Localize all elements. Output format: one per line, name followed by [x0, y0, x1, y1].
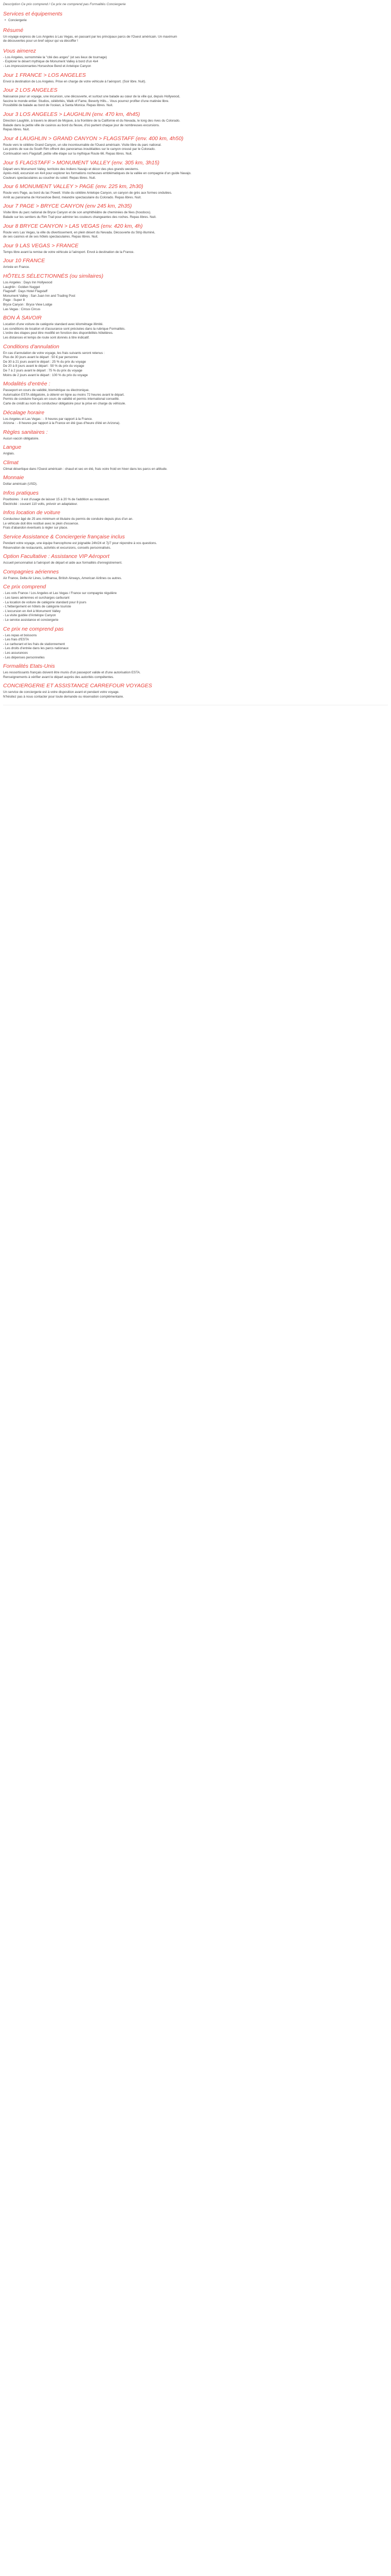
day-text [3, 265, 388, 270]
info-block-assistance [3, 534, 388, 550]
info-block-regles [3, 429, 388, 442]
info-block-title: Infos location de voiture [3, 510, 60, 516]
text-line: - Les taxes aériennes et surcharges carburant [3, 596, 70, 600]
text-line: De 20 à 8 jours avant le départ : 50 % du prix du voyage [3, 364, 85, 368]
text-line: Renseignements à vérifier avant le départ auprès des autorités compétentes. [3, 675, 114, 679]
text-line: Direction Laughlin, à travers le désert de Mojave, à la frontière de la Californie et du Nevada, le long des rives du Colorado. [3, 118, 181, 123]
text-line: Pendant votre voyage, une équipe francophone est joignable 24h/24 et 7j/7 pour répondre à vos questions. [3, 541, 157, 546]
section-vous-aimerez [3, 48, 388, 69]
text-line: - Le carburant et les frais de stationnement [3, 642, 65, 646]
text-line: Climat désertique dans l'Ouest américain : chaud et sec en été, frais voire froid en hiver dans les parcs en altitude. [3, 467, 168, 471]
section-services [3, 11, 388, 23]
day-text [3, 250, 388, 255]
hotel-line: Page : Super 8 [3, 298, 25, 302]
text-line: Un service de conciergerie est à votre disposition avant et pendant votre voyage. [3, 690, 120, 694]
text-line: En cas d'annulation de votre voyage, les frais suivants seront retenus : [3, 351, 105, 355]
text-line: Les conditions de location et d'assurance sont précisées dans la rubrique Formalités. [3, 327, 126, 331]
info-block-text [3, 351, 388, 378]
info-block-text [3, 561, 388, 566]
info-block-title: Décalage horaire [3, 409, 44, 416]
info-block-title: Climat [3, 459, 19, 466]
hotel-line: Flagstaff : Days Hotel Flagstaff [3, 290, 47, 294]
day-title: Jour 10 FRANCE [3, 258, 45, 264]
text-line: - L'excursion en 4x4 à Monument Valley [3, 609, 61, 613]
info-block-climat [3, 460, 388, 472]
text-line: N'hésitez pas à nous contacter pour toute demande ou réservation complémentaire. [3, 694, 124, 699]
info-block-text [3, 482, 388, 487]
info-block-title: Formalités Etats-Unis [3, 663, 55, 670]
info-block-compagnies [3, 569, 388, 581]
info-block-title: Langue [3, 444, 22, 451]
day-text [3, 119, 388, 132]
text-line: Départ vers Monument Valley, territoire des Indiens Navajo et décor des plus grands westerns. [3, 167, 139, 171]
info-block-text [3, 577, 388, 581]
text-line: - Les assurances [3, 651, 28, 655]
info-block-title: Conditions d'annulation [3, 343, 59, 350]
info-block-text [3, 467, 388, 472]
info-block-title: Service Assistance & Conciergerie française inclus [3, 534, 125, 540]
text-line: Passeport en cours de validité, biométrique ou électronique. [3, 388, 90, 393]
hotel-line: Monument Valley : San Juan Inn and Trading Post [3, 294, 75, 298]
day-block [3, 72, 388, 84]
text-line: Dollar américain (USD). [3, 482, 38, 486]
page [0, 0, 391, 716]
info-block-conciergerie [3, 683, 388, 699]
day-title: Jour 5 FLAGSTAFF > MONUMENT VALLEY (env. 305 km, 3h15) [3, 159, 159, 166]
day-title: Jour 4 LAUGHLIN > GRAND CANYON > FLAGSTAFF (env. 400 km, 4h50) [3, 135, 184, 142]
info-block-ce-prix [3, 584, 388, 622]
text-line: Balade sur les sentiers du Rim Trail pour admirer les couleurs changeantes des roches. Repas libres. Nuit. [3, 215, 157, 219]
text-line: Autorisation ESTA obligatoire, à obtenir en ligne au moins 72 heures avant le départ. [3, 393, 125, 397]
text-line: Les distances et temps de route sont donnés à titre indicatif. [3, 335, 90, 340]
info-block-text [3, 437, 388, 442]
text-line: Envol à destination de Los Angeles. Prise en charge de votre véhicule à l'aéroport. (Soir libre. Nuit). [3, 79, 146, 83]
day-text [3, 143, 388, 157]
text-line: Couleurs spectaculaires au coucher du soleil. Repas libres. Nuit. [3, 176, 96, 180]
info-block-text [3, 517, 388, 531]
text-line: Frais d'abandon éventuels à régler sur place. [3, 526, 68, 530]
day-title: Jour 1 FRANCE > LOS ANGELES [3, 72, 86, 78]
info-block-formalites-usa [3, 663, 388, 680]
text-line: Balade dans la petite ville de casinos au bord du fleuve, d'où partent chaque jour de nombreuses excursions. [3, 123, 160, 127]
day-block [3, 203, 388, 219]
text-line: Le véhicule doit être restitué avec le plein d'essence. [3, 521, 79, 526]
info-block-monnaie [3, 474, 388, 487]
text-line: Anglais. [3, 452, 15, 456]
info-block-text [3, 591, 388, 622]
text-line: Les ressortissants français doivent être munis d'un passeport valide et d'une autorisation ESTA. [3, 671, 141, 675]
day-text [3, 80, 388, 84]
info-block-decalage [3, 410, 388, 426]
info-block-text [3, 452, 388, 456]
day-block [3, 223, 388, 240]
text-line: de ses casinos et de ses hôtels spectaculaires. Repas libres. Nuit. [3, 235, 99, 239]
itinerary [3, 72, 388, 270]
text-line: De 30 à 21 jours avant le départ : 25 % du prix du voyage [3, 360, 86, 364]
day-title: Jour 7 PAGE > BRYCE CANYON (env 245 km, 2h35) [3, 203, 132, 210]
info-block-title: Option Facultative : Assistance VIP Aéroport [3, 553, 110, 560]
text-line: - La visite guidée d'Antelope Canyon [3, 614, 56, 618]
info-block-formalities [3, 344, 388, 378]
text-line: Les points de vue du South Rim offrent des panoramas inoubliables sur le canyon creusé par le Colorado. [3, 147, 156, 151]
intro-sections [3, 11, 388, 69]
hotel-line: Bryce Canyon : Bryce View Lodge [3, 303, 53, 307]
text-line: Route vers Page, au bord du lac Powell. Visite du célèbre Antelope Canyon, un canyon de grès aux formes ondulées. [3, 191, 172, 195]
day-block [3, 111, 388, 132]
text-line: - Los Angeles, surnommée la "cité des anges" (et ses lieux de tournage) [3, 55, 107, 59]
text-line: Électricité : courant 110 volts, prévoir un adaptateur. [3, 502, 78, 506]
info-block-text [3, 634, 388, 660]
text-line: Carte de crédit au nom du conducteur obligatoire pour la prise en charge du véhicule. [3, 401, 126, 405]
day-text [3, 211, 388, 219]
info-block-title: Compagnies aériennes [3, 568, 59, 575]
text-line: Pourboires : il est d'usage de laisser 15 à 20 % de l'addition au restaurant. [3, 498, 110, 502]
info-block-modalites [3, 381, 388, 406]
text-line: Plus de 30 jours avant le départ : 50 € par personne [3, 355, 78, 360]
info-block-text [3, 671, 388, 680]
info-block-title: Modalités d'entrée : [3, 381, 51, 387]
day-block [3, 243, 388, 255]
text-line: - Les vols France / Los Angeles et Las Vegas / France sur compagnie régulière [3, 591, 117, 596]
day-block [3, 160, 388, 181]
info-block-title: Infos pratiques [3, 490, 39, 497]
text-line: Arizona : - 8 heures par rapport à la France en été (pas d'heure d'été en Arizona). [3, 421, 121, 426]
info-block-langue [3, 444, 388, 456]
day-text [3, 95, 388, 108]
day-title: Jour 9 LAS VEGAS > FRANCE [3, 242, 79, 249]
day-title: Jour 3 LOS ANGELES > LAUGHLIN (env. 470 km, 4h45) [3, 111, 140, 117]
day-title: Jour 6 MONUMENT VALLEY > PAGE (env. 225 km, 2h30) [3, 183, 143, 190]
text-line: Los Angeles et Las Vegas : - 9 heures par rapport à la France. [3, 417, 93, 421]
info-block-location [3, 510, 388, 531]
info-block-prix [3, 490, 388, 506]
text-line: Après-midi, excursion en 4x4 pour explorer les formations rocheuses emblématiques de la vallée en compagnie d'un guide Navajo. [3, 172, 191, 176]
text-line: L'ordre des étapes peut être modifié en fonction des disponibilités hôtelières. [3, 331, 113, 335]
hotel-line: Los Angeles : Days Inn Hollywood [3, 281, 53, 285]
day-text [3, 231, 388, 240]
hotel-line: Las Vegas : Circus Circus [3, 307, 41, 311]
info-block-text [3, 323, 388, 340]
text-line: - Explorer le désert mythique de Monument Valley à bord d'un 4x4 [3, 60, 99, 64]
info-block-text [3, 541, 388, 550]
services-list [8, 19, 388, 23]
info-block-bon-a-savoir [3, 315, 388, 340]
info-block-title: Monnaie [3, 474, 24, 481]
text-line: Conducteur âgé de 25 ans minimum et titulaire du permis de conduire depuis plus d'un an. [3, 517, 134, 521]
text-line: Location d'une voiture de catégorie standard avec kilométrage illimité. [3, 323, 104, 327]
section-title: Résumé [3, 27, 24, 33]
info-block-text [3, 388, 388, 406]
day-block [3, 183, 388, 200]
text-line: - La location de voiture de catégorie standard pour 8 jours [3, 600, 87, 604]
text-line: Aucun vaccin obligatoire. [3, 436, 40, 440]
info-block-text [3, 690, 388, 699]
list-item: • Conciergerie [8, 19, 388, 23]
text-line: Possibilité de balade au bord de l'océan, à Santa Monica. Repas libres. Nuit. [3, 104, 113, 108]
text-line: Repas libres. Nuit. [3, 128, 30, 132]
text-line: Visite libre du parc national de Bryce Canyon et de son amphithéâtre de cheminées de fées (hoodoos). [3, 211, 151, 215]
hotels-title: HÔTELS SÉLECTIONNÉS (ou similaires) [3, 273, 104, 280]
text-line: De 7 à 2 jours avant le départ : 75 % du prix du voyage [3, 368, 83, 372]
info-block-title: CONCIERGERIE ET ASSISTANCE CARREFOUR VOYAGES [3, 683, 152, 689]
text-line: Accueil personnalisé à l'aéroport de départ et aide aux formalités d'enregistrement. [3, 561, 122, 565]
text-line: de découvertes pour un bref séjour qui va décoiffer ! [3, 39, 78, 43]
text-line: - Les droits d'entrée dans les parcs nationaux [3, 647, 69, 651]
text-line: Air France, Delta Air Lines, Lufthansa, British Airways, American Airlines ou autres. [3, 576, 122, 580]
text-line: Route vers Las Vegas, la ville du divertissement, en plein désert du Nevada. Découverte du Strip illuminé, [3, 230, 155, 234]
text-line: Arrêt au panorama de Horseshoe Bend, méandre spectaculaire du Colorado. Repas libres. Nuit. [3, 195, 142, 199]
hotel-line: Laughlin : Golden Nugget [3, 285, 40, 289]
text-line: - L'hébergement en hôtels de catégorie touriste [3, 605, 71, 609]
day-text [3, 167, 388, 181]
info-block-title: Ce prix ne comprend pas [3, 625, 64, 632]
section-resume [3, 27, 388, 44]
text-line: - Les repas et boissons [3, 633, 37, 637]
section-title: Vous aimerez [3, 47, 36, 54]
text-line: Un voyage express de Los Angeles à Las Vegas, en passant par les principaux parcs de l'Ouest américain. Un maximum [3, 35, 177, 39]
info-block-title: Règles sanitaires : [3, 429, 48, 435]
text-line: - Les impressionnantes Horseshoe Bend et Antelope Canyon [3, 64, 91, 68]
info-block-ne-comprend [3, 626, 388, 660]
info-block-option [3, 553, 388, 566]
text-line: Arrivée en France. [3, 265, 30, 269]
text-line: - Les dépenses personnelles [3, 655, 45, 659]
text-line: Permis de conduire français en cours de validité et permis international conseillé. [3, 397, 120, 401]
hotels [3, 273, 388, 312]
day-text [3, 191, 388, 200]
text-line: - Le service assistance et conciergerie [3, 618, 59, 622]
text-line: Continuation vers Flagstaff, petite ville étape sur la mythique Route 66. Repas libres. Nuit. [3, 151, 133, 156]
info-blocks [3, 315, 388, 699]
text-line: Moins de 2 jours avant le départ : 100 % du prix du voyage [3, 373, 88, 377]
text-line: Naissance pour un voyage, une incursion, une découverte, et surtout une balade au cœur de la ville qui, depuis Hollywood, [3, 95, 181, 99]
text-line: fascine le monde entier. Studios, célébrités, Walk of Fame, Beverly Hills... Vous pourrez profiter d'une matinée libre. [3, 99, 169, 103]
day-title: Jour 8 BRYCE CANYON > LAS VEGAS (env. 420 km, 4h) [3, 223, 143, 229]
breadcrumb[interactable]: Description Ce prix comprend / Ce prix ne comprend pas Formalités Conciergerie [3, 3, 126, 6]
day-block [3, 258, 388, 270]
text-line: Temps libre avant la remise de votre véhicule à l'aéroport. Envol à destination de la France. [3, 250, 135, 254]
info-block-text [3, 498, 388, 506]
day-block [3, 87, 388, 108]
day-title: Jour 2 LOS ANGELES [3, 87, 58, 94]
section-title: Services et équipements [3, 11, 62, 17]
day-block [3, 135, 388, 157]
text-line: Route vers le célèbre Grand Canyon, un site incontournable de l'Ouest américain. Visite libre du parc national. [3, 143, 162, 147]
info-block-title: Ce prix comprend [3, 584, 46, 590]
info-block-text [3, 417, 388, 426]
info-block-title: BON À SAVOIR [3, 315, 42, 321]
text-line: - Les frais d'ESTA [3, 638, 29, 642]
text-line: Réservation de restaurants, activités et excursions, conseils personnalisés. [3, 546, 111, 550]
